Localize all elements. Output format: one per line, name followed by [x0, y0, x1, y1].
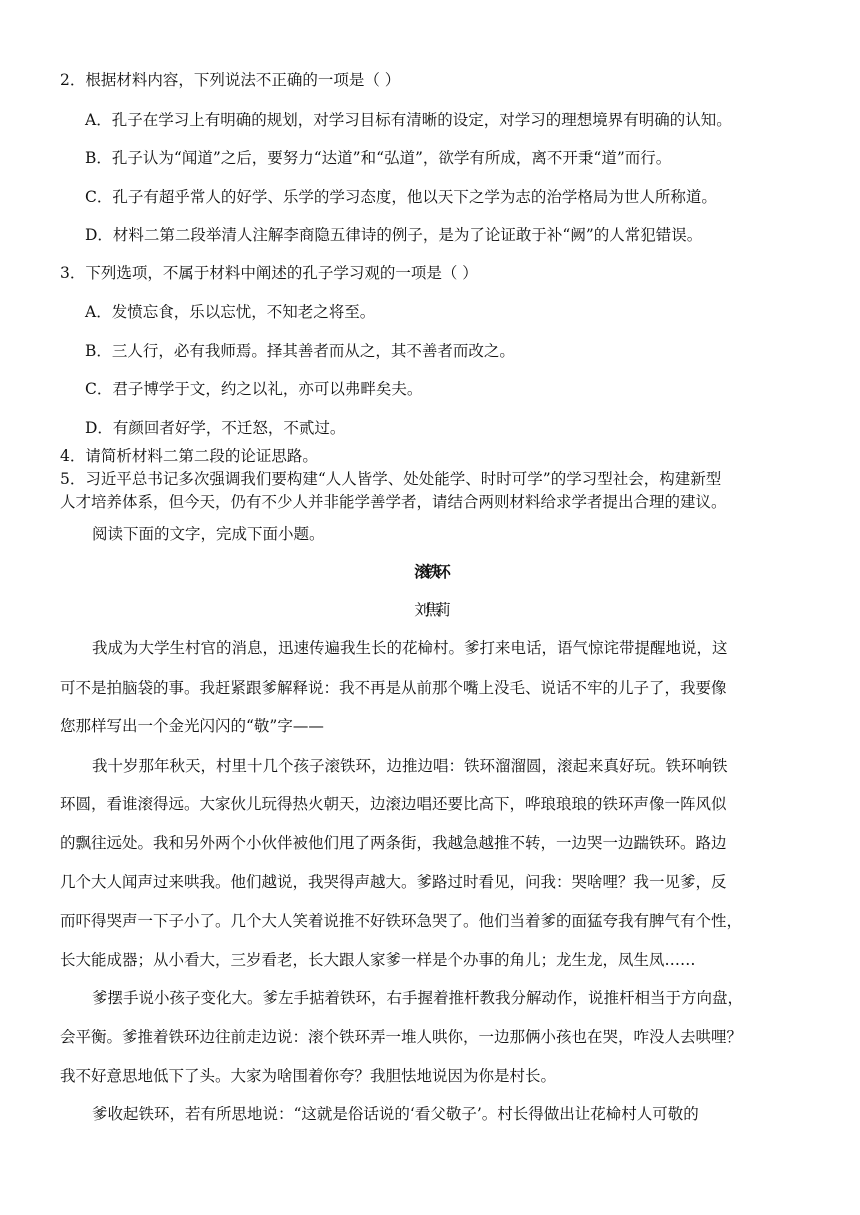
question-2-option-a: A．孔子在学习上有明确的规划，对学习目标有清晰的设定，对学习的理想境界有明确的认知。 [85, 111, 732, 129]
article-line: 我不好意思地低下了头。大家为啥围着你夸？我胆怯地说因为你是村长。 [60, 1067, 557, 1085]
article-line: 长大能成器；从小看大，三岁看老，长大跟人家爹一样是个办事的角儿；龙生龙，凤生凤…… [60, 951, 696, 969]
article-line: 我十岁那年秋天，村里十几个孩子滚铁环，边推边唱：铁环溜溜圆，滚起来真好玩。铁环响铁 [92, 757, 728, 775]
article-author: 刘焦莉 [414, 601, 446, 619]
reading-instruction: 阅读下面的文字，完成下面小题。 [92, 525, 325, 543]
article-line: 的飘往远处。我和另外两个小伙伴被他们甩了两条街，我越急越推不转，一边哭一边踹铁环。路边 [60, 834, 727, 852]
question-2-option-b: B．孔子认为“闻道”之后，要努力“达道”和“弘道”，欲学有所成，离不开秉“道”而行。 [85, 149, 672, 167]
article-line: 爹摆手说小孩子变化大。爹左手掂着铁环，右手握着推杆教我分解动作，说推杆相当于方向盘， [92, 989, 744, 1007]
question-3-option-c: C．君子博学于文，约之以礼，亦可以弗畔矣夫。 [85, 380, 423, 398]
question-3-stem: 3．下列选项，不属于材料中阐述的孔子学习观的一项是（ ） [60, 264, 478, 282]
article-line: 我成为大学生村官的消息，迅速传遍我生长的花椧村。爹打来电话，语气惊诧带提醒地说，这 [92, 639, 728, 657]
question-5-line-1: 5．习近平总书记多次强调我们要构建“人人皆学、处处能学、时时可学”的学习型社会，构建新型 [60, 470, 722, 488]
question-4: 4．请简析材料二第二段的论证思路。 [60, 447, 318, 465]
question-3-option-d: D．有颜回者好学，不迁怒，不贰过。 [85, 419, 346, 437]
question-2-option-d: D．材料二第二段举清人注解李商隐五律诗的例子，是为了论证敢于补“阙”的人常犯错误。 [85, 226, 703, 244]
question-3-option-b: B．三人行，必有我师焉。择其善者而从之，其不善者而改之。 [85, 342, 515, 360]
question-5-line-2: 人才培养体系，但今天，仍有不少人并非能学善学者，请结合两则材料给求学者提出合理的建议。 [60, 493, 727, 511]
article-line: 会平衡。爹推着铁环边往前走边说：滚个铁环弄一堆人哄你，一边那俩小孩也在哭，咋没人去哄哩？ [60, 1028, 743, 1046]
article-title: 滚铁环 [414, 562, 446, 581]
question-2-stem: 2．根据材料内容，下列说法不正确的一项是（ ） [60, 71, 401, 89]
article-line: 爹收起铁环，若有所思地说：“这就是俗话说的‘看父敬子’。村长得做出让花椧村人可敬的 [92, 1105, 699, 1123]
question-2-option-c: C．孔子有超乎常人的好学、乐学的学习态度，他以天下之学为志的治学格局为世人所称道。 [85, 188, 717, 206]
article-line: 可不是拍脑袋的事。我赶紧跟爹解释说：我不再是从前那个嘴上没毛、说话不牢的儿子了，我要像 [60, 679, 727, 697]
article-line: 您那样写出一个金光闪闪的“敬”字—— [60, 717, 324, 735]
article-line: 而吓得哭声一下子小了。几个大人笑着说推不好铁环急哭了。他们当着爹的面猛夸我有脾气有个性， [60, 912, 743, 930]
article-line: 环圆，看谁滚得远。大家伙儿玩得热火朝天，边滚边唱还要比高下，哗琅琅琅的铁环声像一阵风似 [60, 795, 727, 813]
article-line: 几个大人闻声过来哄我。他们越说，我哭得声越大。爹路过时看见，问我：哭啥哩？我一见爹，反 [60, 873, 727, 891]
question-3-option-a: A．发愤忘食，乐以忘忧，不知老之将至。 [85, 303, 376, 321]
